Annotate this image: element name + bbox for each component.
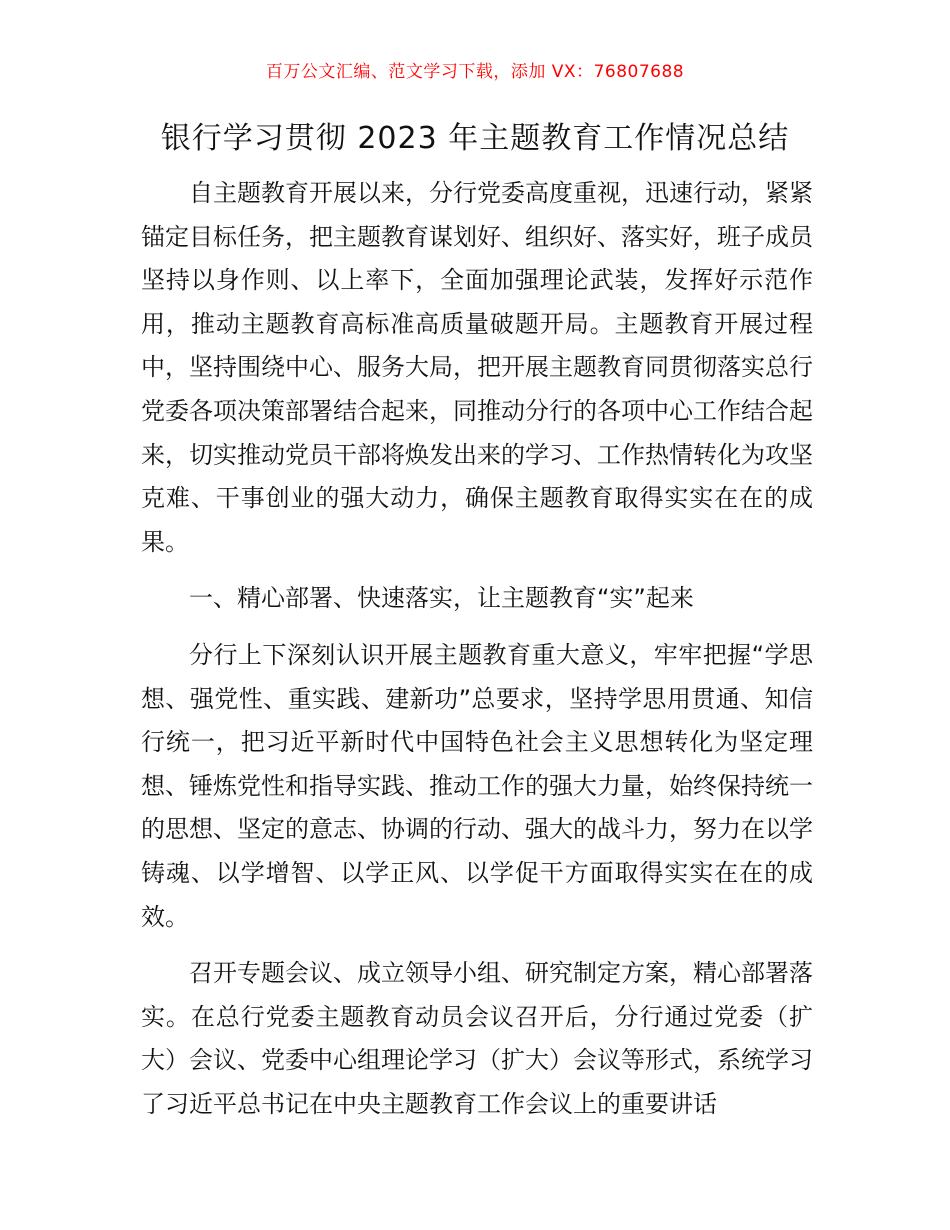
body-paragraph: 分行上下深刻认识开展主题教育重大意义，牢牢把握“学思想、强党性、重实践、建新功”总要求，坚持学思用贯通、知信行统一，把习近平新时代中国特色社会主义思想转化为坚定理想、锤炼党性和指导实践、推动工作的强大力量，始终保持统一的思想、坚定的意志、协调的行动、强大的战斗力，努力在以学铸魂、以学增智、以学正风、以学促干方面取得实实在在的成效。 [141, 640, 813, 931]
section-heading-1: 一、精心部署、快速落实，让主题教育“实”起来 [189, 584, 694, 613]
document-title: 银行学习贯彻 2023 年主题教育工作情况总结 [160, 121, 790, 156]
document-body [141, 172, 813, 1126]
intro-paragraph: 自主题教育开展以来，分行党委高度重视，迅速行动，紧紧锚定目标任务，把主题教育谋划好、组织好、落实好，班子成员坚持以身作则、以上率下，全面加强理论武装，发挥好示范作用，推动主题教育高标准高质量破题开局。主题教育开展过程中，坚持围绕中心、服务大局，把开展主题教育同贯彻落实总行党委各项决策部署结合起来，同推动分行的各项中心工作结合起来，切实推动党员干部将焕发出来的学习、工作热情转化为攻坚克难、干事创业的强大动力，确保主题教育取得实实在在的成果。 [141, 179, 813, 556]
body-paragraph: 召开专题会议、成立领导小组、研究制定方案，精心部署落实。在总行党委主题教育动员会议召开后，分行通过党委（扩大）会议、党委中心组理论学习（扩大）会议等形式，系统学习了习近平总书记在中央主题教育工作会议上的重要讲话 [141, 959, 813, 1118]
header-watermark-note: 百万公文汇编、范文学习下载，添加 VX：76807688 [265, 62, 685, 82]
